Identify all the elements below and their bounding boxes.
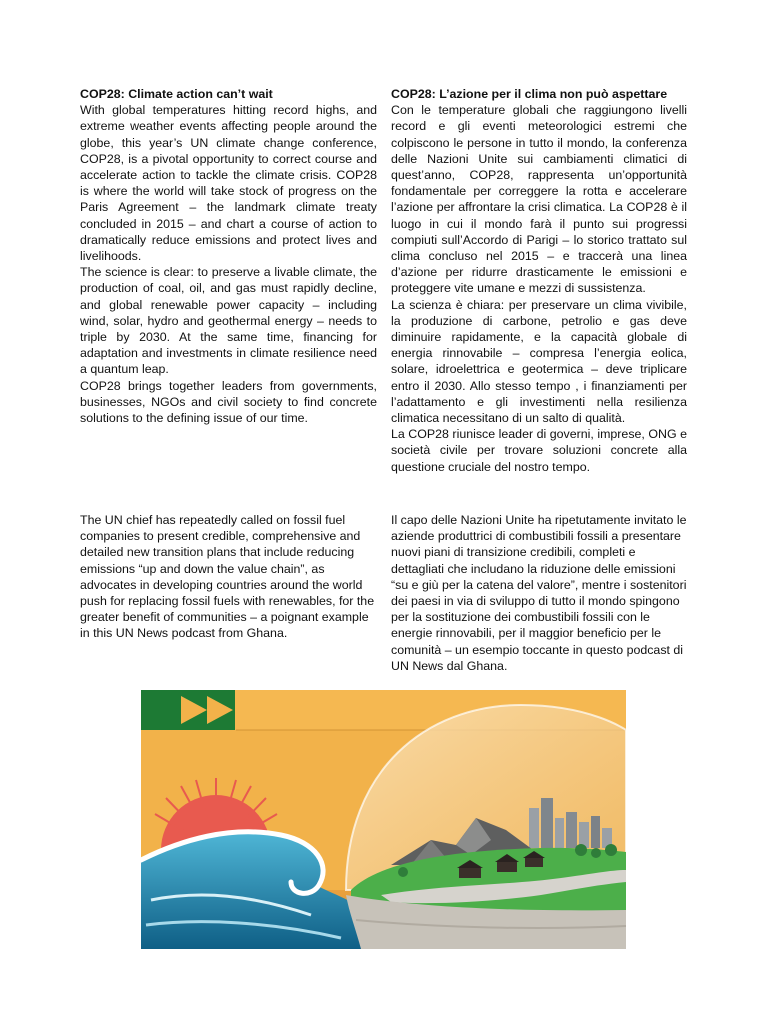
english-paragraph-3: COP28 brings together leaders from governments, businesses, NGOs and civil society to find concrete solutions to the defining issue of our time. bbox=[80, 378, 377, 426]
italian-paragraph-1: Con le temperature globali che raggiungono livelli record e gli eventi meteorologici estremi che colpiscono le persone in tutto il mondo, la conferenza delle Nazioni Unite sui cambiamenti climatici di quest’anno, COP28, rappresenta un’opportunità fondamentale per correggere la rotta e accelerare l’azione per affrontare la crisi climatica. La COP28 è il luogo in cui il mondo farà il punto sui progressi compiuti sull’Accordo di Parigi – lo storico trattato sul clima concluso nel 2015 – e traccerà una linea d’azione per ridurre drasticamente le emissioni e proteggere vite umane e mezzi di sussistenza. bbox=[391, 103, 687, 296]
english-second-paragraph: The UN chief has repeatedly called on fossil fuel companies to present credible, comprehensive and detailed new transition plans that include reducing emissions “up and down the value chain”, as advocates in developing countries around the world push for replacing fossil fuels with renewables, for the greater benefit of communities – a poignant example in this UN News podcast from Ghana. bbox=[80, 513, 375, 641]
italian-second-paragraph: Il capo delle Nazioni Unite ha ripetutamente invitato le aziende produttrici di combustibili fossili a presentare nuovi piani di transizione credibili, completi e dettagliati che includano la riduzione delle emissioni “su e giù per la catena del valore”, mentre i sostenitori dei paesi in via di sviluppo di tutto il mondo spingono per la sostituzione dei combustibili fossili con le energie rinnovabili, per il maggior beneficio per le comunità – un esempio toccante in questo podcast di UN News dal Ghana. bbox=[391, 513, 687, 673]
italian-column bbox=[391, 86, 687, 475]
italian-paragraph-3: La COP28 riunisce leader di governi, imprese, ONG e società civile per trovare soluzioni concrete alla questione cruciale del nostro tempo. bbox=[391, 427, 687, 474]
italian-title: COP28: L’azione per il clima non può aspettare bbox=[391, 87, 668, 101]
english-column bbox=[80, 86, 377, 426]
italian-paragraph-2: La scienza è chiara: per preservare un clima vivibile, la produzione di carbone, petrolio e gas deve diminuire rapidamente, e la capacità globale di energia rinnovabile – compresa l’energia eolica, solare, idroelettrica e geotermica – deve triplicare entro il 2030. Allo stesso tempo , i finanziamenti per l’adattamento e gli investimenti nella resilienza climatica necessitano di un salto di qualità. bbox=[391, 297, 687, 426]
english-paragraph-1: With global temperatures hitting record highs, and extreme weather events affecting people around the globe, this year’s UN climate change conference, COP28, is a pivotal opportunity to correct course and accelerate action to tackle the climate crisis. COP28 is where the world will take stock of progress on the Paris Agreement – the landmark climate treaty concluded in 2015 – and chart a course of action to dramatically reduce emissions and protect lives and livelihoods. bbox=[80, 103, 377, 264]
italian-second-section bbox=[391, 512, 687, 674]
english-paragraph-2: The science is clear: to preserve a livable climate, the production of coal, oil, and gas must rapidly decline, and global renewable power capacity – including wind, solar, hydro and geothermal energy – needs to triple by 2030. At the same time, financing for adaptation and investments in climate resilience need a quantum leap. bbox=[80, 265, 377, 377]
english-second-section bbox=[80, 512, 380, 642]
cop28-collage-illustration bbox=[141, 690, 626, 949]
english-title: COP28: Climate action can’t wait bbox=[80, 87, 273, 101]
